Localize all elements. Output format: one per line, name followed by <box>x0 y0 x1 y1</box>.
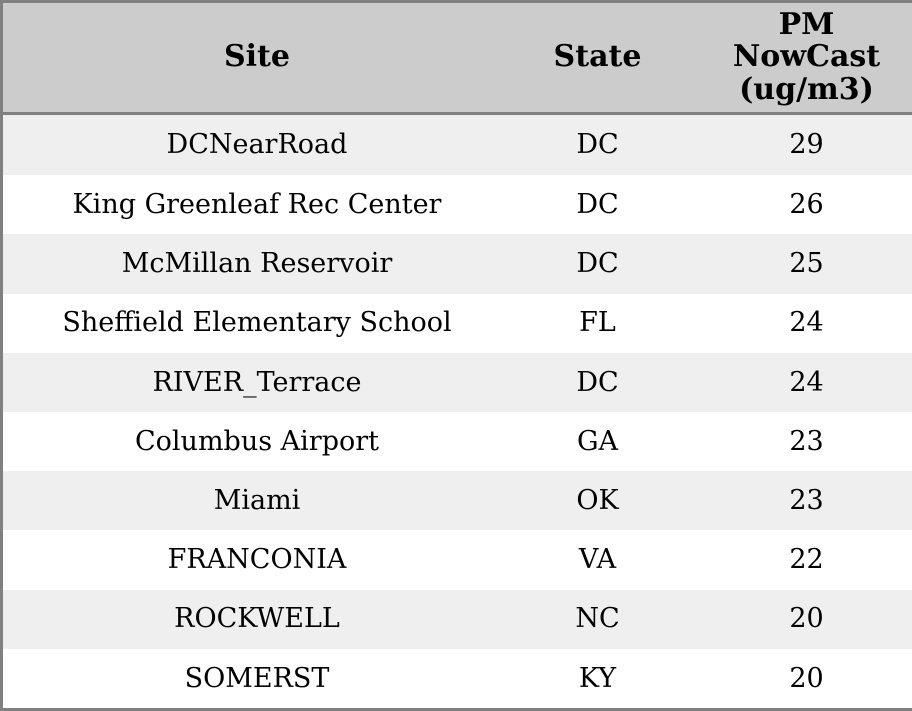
cell-state: DC <box>511 175 684 234</box>
cell-pm: 20 <box>684 649 912 708</box>
cell-site: Sheffield Elementary School <box>3 294 511 353</box>
table-body <box>3 114 912 708</box>
cell-site: McMillan Reservoir <box>3 234 511 293</box>
cell-pm: 20 <box>684 590 912 649</box>
cell-site: Miami <box>3 471 511 530</box>
table-row <box>3 530 912 589</box>
table-row <box>3 649 912 708</box>
cell-pm: 29 <box>684 114 912 176</box>
cell-state: DC <box>511 234 684 293</box>
table-header <box>3 3 912 114</box>
cell-pm: 23 <box>684 412 912 471</box>
cell-site: Columbus Airport <box>3 412 511 471</box>
cell-pm: 24 <box>684 294 912 353</box>
air-quality-table <box>3 3 912 708</box>
cell-state: FL <box>511 294 684 353</box>
table-header-row <box>3 3 912 114</box>
table-row <box>3 590 912 649</box>
cell-site: ROCKWELL <box>3 590 511 649</box>
column-header-pm-nowcast <box>684 3 912 114</box>
cell-pm: 24 <box>684 353 912 412</box>
cell-state: OK <box>511 471 684 530</box>
table-row <box>3 353 912 412</box>
column-header-pm-line-1: PM <box>778 7 835 42</box>
cell-pm: 23 <box>684 471 912 530</box>
cell-site: King Greenleaf Rec Center <box>3 175 511 234</box>
column-header-pm-line-3: (ug/m3) <box>739 71 874 107</box>
cell-site: SOMERST <box>3 649 511 708</box>
table-row <box>3 294 912 353</box>
cell-state: GA <box>511 412 684 471</box>
cell-pm: 22 <box>684 530 912 589</box>
table-row <box>3 471 912 530</box>
table-row <box>3 412 912 471</box>
cell-state: VA <box>511 530 684 589</box>
cell-site: RIVER_Terrace <box>3 353 511 412</box>
cell-site: FRANCONIA <box>3 530 511 589</box>
cell-pm: 25 <box>684 234 912 293</box>
cell-state: KY <box>511 649 684 708</box>
column-header-pm-line-2: NowCast <box>732 39 881 75</box>
table-row <box>3 114 912 176</box>
cell-pm: 26 <box>684 175 912 234</box>
table-row <box>3 234 912 293</box>
column-header-site: Site <box>3 3 511 114</box>
cell-state: DC <box>511 353 684 412</box>
column-header-state: State <box>511 3 684 114</box>
cell-state: NC <box>511 590 684 649</box>
cell-site: DCNearRoad <box>3 114 511 176</box>
table-row <box>3 175 912 234</box>
cell-state: DC <box>511 114 684 176</box>
